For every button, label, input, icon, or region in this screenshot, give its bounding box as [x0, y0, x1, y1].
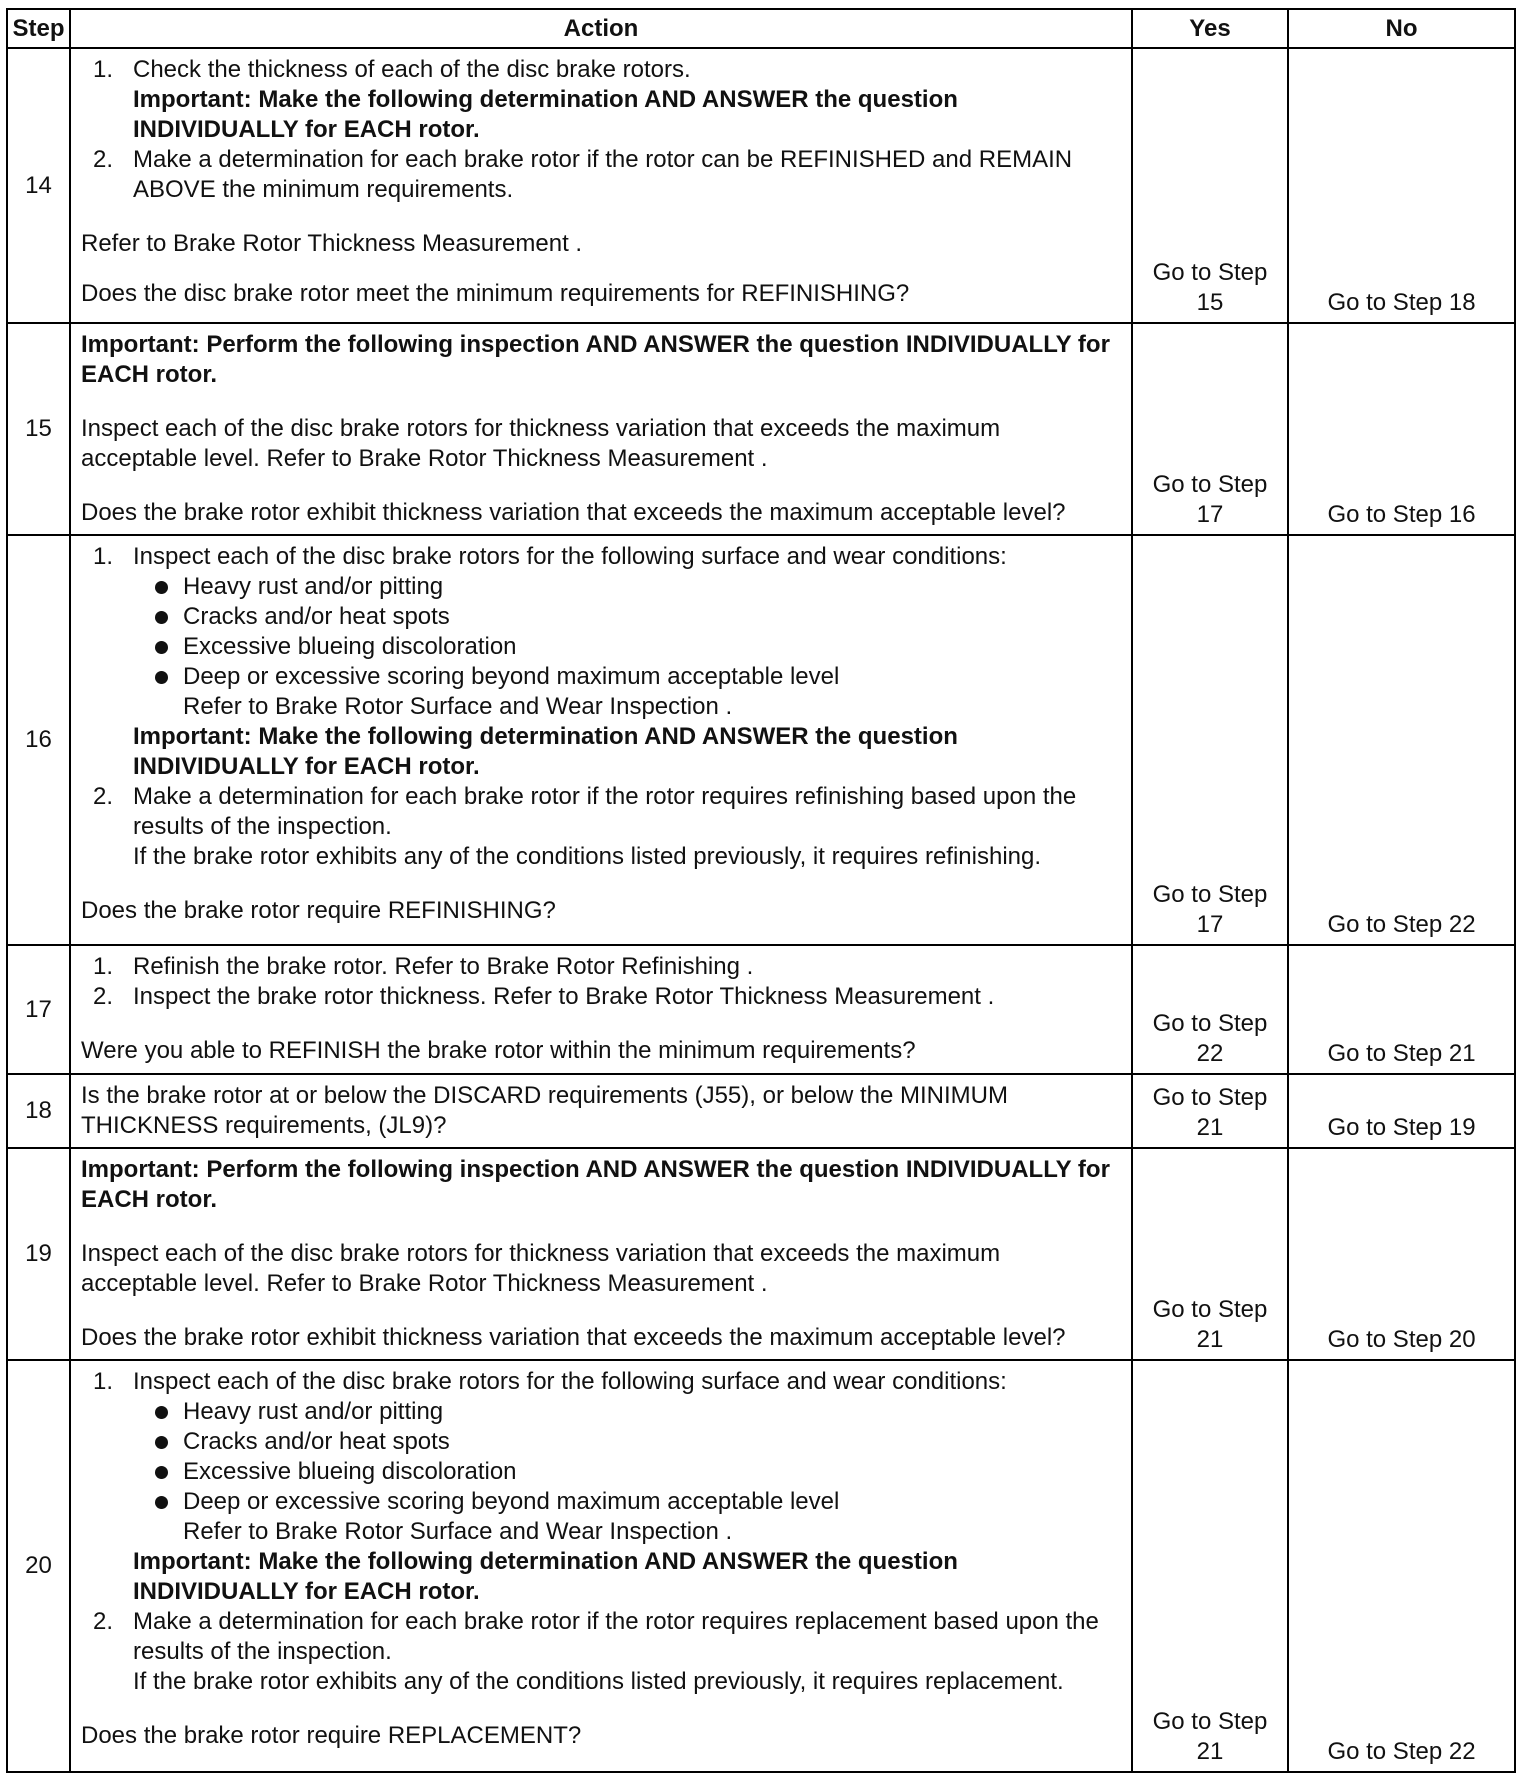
bullet-item: Heavy rust and/or pitting — [133, 1397, 1117, 1427]
header-no: No — [1288, 9, 1515, 48]
list-item: 1. Inspect each of the disc brake rotors for the following surface and wear conditions: Heavy rust and/or pitting Cracks and/or heat spots Excessive blueing discoloration Deep or excessive scoring beyond maximum acceptable level Refer to Brake Rotor Surface and Wear Inspection . Important: Make the following determination AND ANSWER the question INDIVIDUALLY for EACH rotor. — [81, 1367, 1117, 1607]
no-cell: Go to Step 22 — [1288, 1360, 1515, 1772]
bullet-list — [133, 572, 1117, 692]
action-cell — [70, 48, 1132, 323]
bullet-icon — [155, 641, 168, 654]
list-item: 2. Make a determination for each brake rotor if the rotor can be REFINISHED and REMAIN ABOVE the minimum requirements. — [93, 146, 1073, 203]
yes-cell: Go to Step 17 — [1132, 323, 1288, 535]
bullet-item: Deep or excessive scoring beyond maximum acceptable level — [133, 1487, 1117, 1517]
list-item-text: Check the thickness of each of the disc brake rotors. — [133, 56, 691, 83]
ordered-list — [81, 542, 1117, 872]
ordered-list — [81, 1367, 1117, 1697]
table-row — [7, 1148, 1515, 1360]
no-cell: Go to Step 19 — [1288, 1074, 1515, 1148]
bullet-icon — [155, 671, 168, 684]
table-row — [7, 1074, 1515, 1148]
question-text: Does the brake rotor exhibit thickness variation that exceeds the maximum acceptable level? — [81, 499, 1066, 526]
question-text: Does the brake rotor require REPLACEMENT? — [81, 1722, 582, 1749]
action-cell — [70, 1074, 1132, 1148]
table-row — [7, 48, 1515, 323]
list-item-text: Inspect each of the disc brake rotors for the following surface and wear conditions: — [133, 1368, 1007, 1395]
no-cell: Go to Step 20 — [1288, 1148, 1515, 1360]
yes-cell: Go to Step 22 — [1132, 945, 1288, 1074]
yes-cell: Go to Step 21 — [1132, 1148, 1288, 1360]
header-step: Step — [7, 9, 70, 48]
yes-cell: Go to Step 21 — [1132, 1360, 1288, 1772]
no-cell: Go to Step 22 — [1288, 535, 1515, 945]
step-number: 14 — [7, 48, 70, 323]
ordered-list — [81, 55, 1117, 205]
action-cell — [70, 945, 1132, 1074]
list-item: 2. Make a determination for each brake rotor if the rotor requires replacement based upon the results of the inspection. If the brake rotor exhibits any of the conditions listed previously, it requires replacement. — [81, 1607, 1117, 1697]
bullet-item: Heavy rust and/or pitting — [133, 572, 1117, 602]
diagnostic-table — [6, 8, 1516, 1773]
table-row — [7, 535, 1515, 945]
yes-cell: Go to Step 17 — [1132, 535, 1288, 945]
list-item: 2. Make a determination for each brake rotor if the rotor requires refinishing based upon the results of the inspection. If the brake rotor exhibits any of the conditions listed previously, it requires refinishing. — [81, 782, 1117, 872]
table-row — [7, 323, 1515, 535]
refer-text: Refer to Brake Rotor Surface and Wear Inspection . — [183, 1518, 733, 1545]
refer-text: Refer to Brake Rotor Surface and Wear Inspection . — [183, 693, 733, 720]
list-item-text: Make a determination for each brake rotor if the rotor requires replacement based upon the results of the inspection. — [133, 1608, 1099, 1665]
important-note: Important: Perform the following inspection AND ANSWER the question INDIVIDUALLY for EACH rotor. — [81, 1156, 1110, 1213]
bullet-icon — [155, 611, 168, 624]
step-number: 20 — [7, 1360, 70, 1772]
list-item-text: Refinish the brake rotor. Refer to Brake Rotor Refinishing . — [133, 953, 754, 980]
header-row — [7, 9, 1515, 48]
question-text: Does the brake rotor exhibit thickness variation that exceeds the maximum acceptable level? — [81, 1324, 1066, 1351]
no-cell: Go to Step 21 — [1288, 945, 1515, 1074]
question-text: Is the brake rotor at or below the DISCARD requirements (J55), or below the MINIMUM THICKNESS requirements, (JL9)? — [81, 1082, 1008, 1139]
important-note: Important: Make the following determination AND ANSWER the question INDIVIDUALLY for EACH rotor. — [133, 723, 958, 780]
bullet-item: Excessive blueing discoloration — [133, 1457, 1117, 1487]
step-number: 16 — [7, 535, 70, 945]
important-note: Important: Perform the following inspection AND ANSWER the question INDIVIDUALLY for EACH rotor. — [81, 331, 1110, 388]
list-item-note: If the brake rotor exhibits any of the conditions listed previously, it requires refinishing. — [133, 843, 1042, 870]
bullet-item: Cracks and/or heat spots — [133, 1427, 1117, 1457]
bullet-icon — [155, 1496, 168, 1509]
step-number: 19 — [7, 1148, 70, 1360]
action-cell — [70, 1360, 1132, 1772]
list-item-text: Make a determination for each brake rotor if the rotor can be REFINISHED and REMAIN ABOVE the minimum requirements. — [133, 146, 1073, 203]
ordered-list — [81, 952, 1117, 1012]
step-number: 15 — [7, 323, 70, 535]
bullet-item: Excessive blueing discoloration — [133, 632, 1117, 662]
no-cell: Go to Step 16 — [1288, 323, 1515, 535]
action-cell — [70, 1148, 1132, 1360]
refer-text: Refer to Brake Rotor Thickness Measurement . — [81, 230, 583, 257]
step-number: 17 — [7, 945, 70, 1074]
header-action: Action — [70, 9, 1132, 48]
list-item: 2. Inspect the brake rotor thickness. Refer to Brake Rotor Thickness Measurement . — [93, 983, 995, 1010]
important-note: Important: Make the following determination AND ANSWER the question INDIVIDUALLY for EACH rotor. — [133, 86, 958, 143]
bullet-icon — [155, 1406, 168, 1419]
list-item-text: Make a determination for each brake rotor if the rotor requires refinishing based upon the results of the inspection. — [133, 783, 1077, 840]
question-text: Does the brake rotor require REFINISHING? — [81, 897, 556, 924]
step-number: 18 — [7, 1074, 70, 1148]
action-cell — [70, 535, 1132, 945]
list-item-text: Inspect each of the disc brake rotors for the following surface and wear conditions: — [133, 543, 1007, 570]
yes-cell: Go to Step 15 — [1132, 48, 1288, 323]
list-item: 1. Refinish the brake rotor. Refer to Brake Rotor Refinishing . — [93, 953, 754, 980]
list-item: 1. Check the thickness of each of the disc brake rotors. Important: Make the following determination AND ANSWER the question INDIVIDUALLY for EACH rotor. — [81, 55, 1117, 145]
body-text: Inspect each of the disc brake rotors for thickness variation that exceeds the maximum acceptable level. Refer to Brake Rotor Thickness Measurement . — [81, 1240, 1001, 1297]
table-row — [7, 1360, 1515, 1772]
header-yes: Yes — [1132, 9, 1288, 48]
yes-cell: Go to Step 21 — [1132, 1074, 1288, 1148]
no-cell: Go to Step 18 — [1288, 48, 1515, 323]
list-item-note: If the brake rotor exhibits any of the conditions listed previously, it requires replacement. — [133, 1668, 1064, 1695]
important-note: Important: Make the following determination AND ANSWER the question INDIVIDUALLY for EACH rotor. — [133, 1548, 958, 1605]
bullet-icon — [155, 581, 168, 594]
question-text: Were you able to REFINISH the brake rotor within the minimum requirements? — [81, 1037, 916, 1064]
bullet-item: Deep or excessive scoring beyond maximum acceptable level — [133, 662, 1117, 692]
body-text: Inspect each of the disc brake rotors for thickness variation that exceeds the maximum acceptable level. Refer to Brake Rotor Thickness Measurement . — [81, 415, 1001, 472]
list-item-text: Inspect the brake rotor thickness. Refer to Brake Rotor Thickness Measurement . — [133, 983, 995, 1010]
bullet-list — [133, 1397, 1117, 1517]
list-item: 1. Inspect each of the disc brake rotors for the following surface and wear conditions: Heavy rust and/or pitting Cracks and/or heat spots Excessive blueing discoloration Deep or excessive scoring beyond maximum acceptable level Refer to Brake Rotor Surface and Wear Inspection . Important: Make the following determination AND ANSWER the question INDIVIDUALLY for EACH rotor. — [81, 542, 1117, 782]
bullet-icon — [155, 1436, 168, 1449]
table-row — [7, 945, 1515, 1074]
bullet-icon — [155, 1466, 168, 1479]
question-text: Does the disc brake rotor meet the minimum requirements for REFINISHING? — [81, 280, 910, 307]
bullet-item: Cracks and/or heat spots — [133, 602, 1117, 632]
action-cell — [70, 323, 1132, 535]
